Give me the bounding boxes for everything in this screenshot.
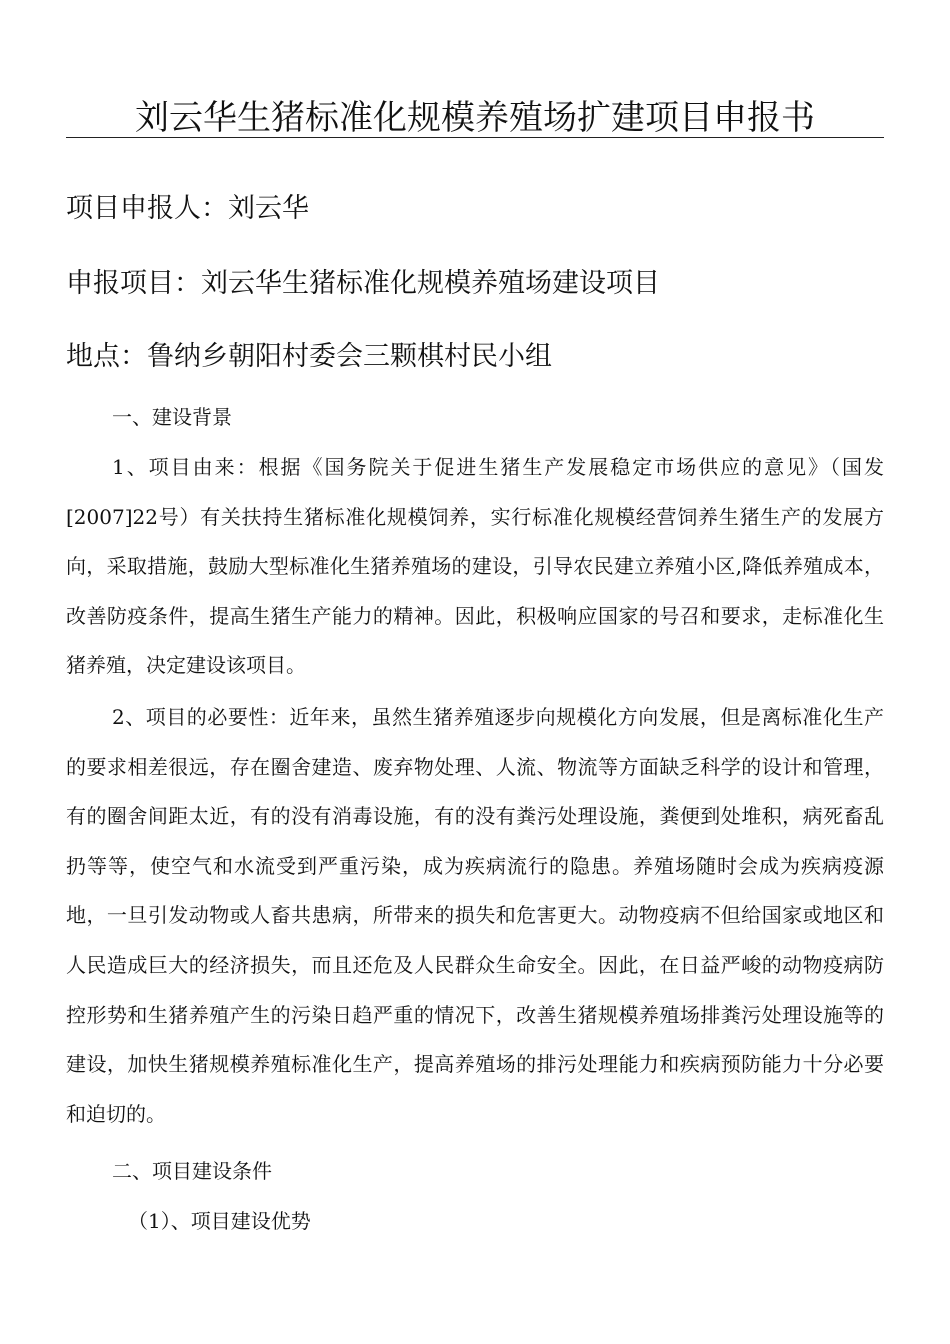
title-underline: [66, 137, 884, 138]
subsection-heading-advantages: （1）、项目建设优势: [128, 1209, 311, 1233]
applicant-value: 刘云华: [228, 193, 309, 224]
project-line: [66, 267, 660, 301]
paragraph-project-necessity: 2、项目的必要性：近年来，虽然生猪养殖逐步向规模化方向发展，但是离标准化生产的要求相差很远，存在圈舍建造、废弃物处理、人流、物流等方面缺乏科学的设计和管理，有的圈舍间距太近，有的没有消毒设施，有的没有粪污处理设施，粪便到处堆积，病死畜乱扔等等，使空气和水流受到严重污染，成为疾病流行的隐患。养殖场随时会成为疾病疫源地，一旦引发动物或人畜共患病，所带来的损失和危害更大。动物疫病不但给国家或地区和人民造成巨大的经济损失，而且还危及人民群众生命安全。因此，在日益严峻的动物疫病防控形势和生猪养殖产生的污染日趋严重的情况下，改善生猪规模养殖场排粪污处理设施等的建设，加快生猪规模养殖标准化生产，提高养殖场的排污处理能力和疾病预防能力十分必要和迫切的。: [66, 705, 884, 1126]
location-label: 地点：: [66, 341, 147, 372]
applicant-label: 项目申报人：: [66, 193, 228, 224]
project-value: 刘云华生猪标准化规模养殖场建设项目: [201, 268, 660, 299]
section-heading-conditions: 二、项目建设条件: [112, 1159, 272, 1183]
applicant-line: [66, 192, 309, 226]
location-line: [66, 340, 552, 374]
document-title: 刘云华生猪标准化规模养殖场扩建项目申报书: [135, 98, 815, 138]
project-label: 申报项目：: [66, 268, 201, 299]
section-heading-background: 一、建设背景: [112, 405, 232, 429]
paragraph-project-origin: 1、项目由来：根据《国务院关于促进生猪生产发展稳定市场供应的意见》（国发[2007]22号）有关扶持生猪标准化规模饲养，实行标准化规模经营饲养生猪生产的发展方向，采取措施，鼓励大型标准化生猪养殖场的建设，引导农民建立养殖小区,降低养殖成本，改善防疫条件，提高生猪生产能力的精神。因此，积极响应国家的号召和要求，走标准化生猪养殖，决定建设该项目。: [66, 455, 884, 678]
location-value: 鲁纳乡朝阳村委会三颗棋村民小组: [147, 341, 552, 372]
